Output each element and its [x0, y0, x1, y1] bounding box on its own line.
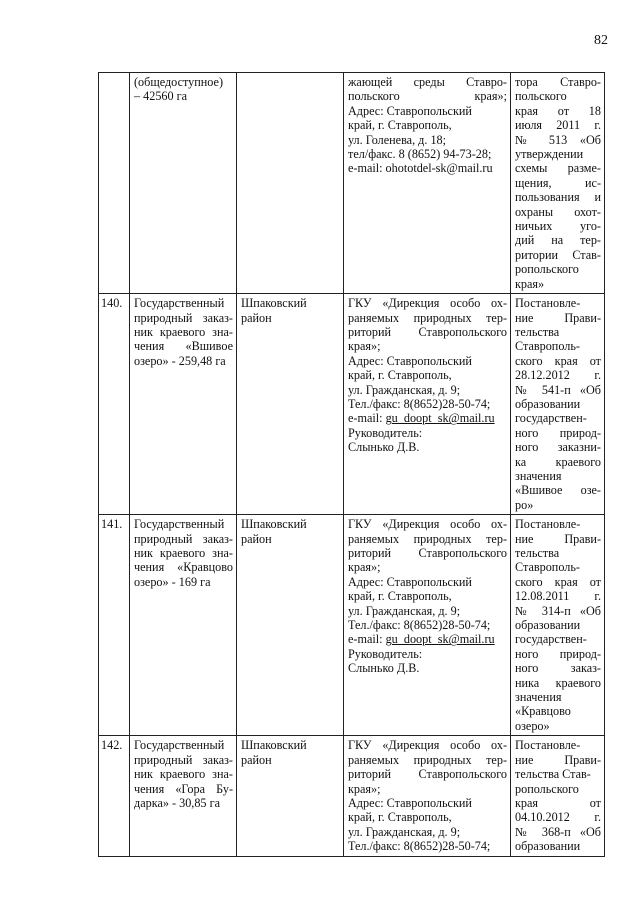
cell-line: раняемых природных тер-	[348, 310, 507, 325]
cell-line: край, г. Ставрополь,	[348, 589, 452, 604]
cell-line: Постановле-	[515, 296, 581, 311]
organization-cell	[344, 73, 511, 294]
cell-line: государствен-	[515, 632, 587, 647]
cell-line: образовании	[515, 618, 581, 633]
email-link[interactable]: gu_doopt_sk@mail.ru	[385, 632, 495, 647]
cell-line: Тел./факс: 8(8652)28-50-74;	[348, 396, 491, 411]
cell-line: – 42560 га	[134, 89, 188, 104]
cell-line: государствен-	[515, 411, 587, 426]
organization-cell	[344, 294, 511, 515]
cell-line: озеро» - 169 га	[134, 574, 211, 589]
cell-line: 04.10.2012 г.	[515, 810, 601, 825]
cell-line: e-mail: gu_doopt_sk@mail.ru	[348, 632, 495, 647]
cell-line: значения	[515, 468, 562, 483]
cell-line: ник краевого зна-	[134, 324, 233, 339]
cell-line: польского	[515, 89, 567, 104]
district-cell	[237, 736, 344, 856]
cell-line: Руководитель:	[348, 646, 423, 661]
cell-line: образовании	[515, 839, 581, 854]
cell-line: «Кравцово	[515, 704, 571, 719]
cell-line: ного заказ-	[515, 661, 601, 676]
cell-line: ка краевого	[515, 454, 601, 469]
cell-line: Государственный	[134, 738, 225, 753]
cell-line: июля 2011 г.	[515, 118, 601, 133]
cell-line: тора Ставро-	[515, 75, 601, 89]
cell-line: ние Прави-	[515, 310, 601, 325]
cell-line: риторий Ставропольского	[348, 546, 507, 560]
table-row	[99, 73, 605, 294]
cell-line: Постановле-	[515, 738, 581, 753]
cell-line: природный заказ-	[134, 752, 233, 767]
row-number-cell: 141.	[99, 515, 130, 736]
cell-line: утверждении	[515, 147, 584, 162]
cell-line: ного природ-	[515, 425, 601, 440]
cell-line: Руководитель:	[348, 425, 423, 440]
cell-line: образовании	[515, 396, 581, 411]
cell-line: Слынько Д.В.	[348, 440, 420, 455]
cell-line: ник краевого зна-	[134, 546, 233, 560]
district-cell	[237, 294, 344, 515]
cell-line: ритории Став-	[515, 247, 601, 262]
cell-line: Адрес: Ставропольский	[348, 574, 472, 589]
reserve-name-cell	[130, 294, 237, 515]
cell-line: ского края от	[515, 574, 601, 589]
cell-line: щения, ис-	[515, 175, 601, 190]
cell-line: 28.12.2012 г.	[515, 368, 601, 383]
cell-line: Ставрополь-	[515, 339, 580, 354]
cell-line: ул. Гражданская, д. 9;	[348, 382, 461, 397]
cell-line: риторий Ставропольского	[348, 767, 507, 782]
cell-line: район	[241, 752, 272, 767]
cell-line: дий на тер-	[515, 233, 601, 248]
cell-line: район	[241, 531, 272, 546]
cell-line: «Вшивое озе-	[515, 483, 601, 498]
email-link[interactable]: gu_doopt_sk@mail.ru	[385, 411, 495, 426]
cell-line: значения	[515, 690, 562, 705]
cell-line: пользования и	[515, 190, 601, 205]
cell-line: ул. Гражданская, д. 9;	[348, 824, 461, 839]
cell-line: чения «Гора Бу-	[134, 781, 233, 796]
cell-line: Ставрополь-	[515, 560, 580, 575]
cell-line: Адрес: Ставропольский	[348, 353, 472, 368]
cell-line: ние Прави-	[515, 531, 601, 546]
cell-line: озеро»	[515, 718, 550, 733]
cell-line: ул. Гражданская, д. 9;	[348, 603, 461, 618]
cell-line: Шпаковский	[241, 296, 307, 311]
cell-line: ропольского	[515, 262, 579, 277]
cell-line: тельства	[515, 324, 560, 339]
cell-line: тельства Став-	[515, 767, 591, 782]
cell-line: ского края от	[515, 353, 601, 368]
cell-line: ного природ-	[515, 646, 601, 661]
table-row	[99, 515, 605, 736]
cell-line: края»	[515, 276, 545, 291]
cell-line: природный заказ-	[134, 310, 233, 325]
cell-line: ного заказни-	[515, 440, 601, 455]
cell-line: края»;	[348, 560, 381, 575]
cell-line: ул. Голенева, д. 18;	[348, 132, 447, 147]
cell-line: края от	[515, 795, 601, 810]
cell-line: ник краевого зна-	[134, 767, 233, 782]
cell-line: природный заказ-	[134, 531, 233, 546]
cell-line: e-mail: ohototdel-sk@mail.ru	[348, 161, 493, 176]
cell-line: чения «Кравцово	[134, 560, 233, 575]
cell-line: Слынько Д.В.	[348, 661, 420, 676]
cell-line: № 541-п «Об	[515, 382, 601, 397]
cell-line: ропольского	[515, 781, 579, 796]
cell-line: Постановле-	[515, 517, 581, 532]
row-number-cell	[99, 73, 130, 294]
cell-line: схемы разме-	[515, 161, 601, 176]
page-number: 82	[594, 33, 608, 48]
cell-line: Тел./факс: 8(8652)28-50-74;	[348, 839, 491, 854]
cell-line: польского края»;	[348, 89, 507, 104]
cell-line: Государственный	[134, 517, 225, 532]
cell-line: e-mail: gu_doopt_sk@mail.ru	[348, 411, 495, 426]
cell-line: № 314-п «Об	[515, 603, 601, 618]
cell-line: раняемых природных тер-	[348, 531, 507, 546]
legal-document-cell	[511, 515, 605, 736]
cell-line: края от 18	[515, 103, 601, 118]
registry-table	[98, 72, 605, 857]
cell-line: ро»	[515, 497, 534, 512]
legal-document-cell	[511, 736, 605, 856]
cell-line: ГКУ «Дирекция особо ох-	[348, 738, 507, 753]
cell-line: Шпаковский	[241, 738, 307, 753]
cell-line: Адрес: Ставропольский	[348, 103, 472, 118]
cell-line: края»;	[348, 781, 381, 796]
cell-line: ничьих уго-	[515, 219, 601, 234]
organization-cell	[344, 736, 511, 856]
cell-line: Тел./факс: 8(8652)28-50-74;	[348, 618, 491, 633]
reserve-name-cell	[130, 736, 237, 856]
cell-line: ГКУ «Дирекция особо ох-	[348, 296, 507, 311]
cell-line: края»;	[348, 339, 381, 354]
cell-line: № 368-п «Об	[515, 824, 601, 839]
cell-line: раняемых природных тер-	[348, 752, 507, 767]
cell-line: тельства	[515, 546, 560, 560]
cell-line: чения «Вшивое	[134, 339, 233, 354]
cell-line: ние Прави-	[515, 752, 601, 767]
cell-line: Шпаковский	[241, 517, 307, 532]
organization-cell	[344, 515, 511, 736]
reserve-name-cell	[130, 515, 237, 736]
cell-line: жающей среды Ставро-	[348, 75, 507, 89]
cell-line: край, г. Ставрополь,	[348, 368, 452, 383]
legal-document-cell	[511, 73, 605, 294]
cell-line: ГКУ «Дирекция особо ох-	[348, 517, 507, 532]
cell-line: (общедоступное)	[134, 75, 224, 89]
district-cell	[237, 73, 344, 294]
cell-line: ника краевого	[515, 675, 601, 690]
cell-line: край, г. Ставрополь,	[348, 118, 452, 133]
cell-line: 12.08.2011 г.	[515, 589, 601, 604]
table-row	[99, 294, 605, 515]
cell-line: район	[241, 310, 272, 325]
district-cell	[237, 515, 344, 736]
cell-line: тел/факс. 8 (8652) 94-73-28;	[348, 147, 492, 162]
row-number-cell: 140.	[99, 294, 130, 515]
cell-line: озеро» - 259,48 га	[134, 353, 226, 368]
cell-line: № 513 «Об	[515, 132, 601, 147]
reserve-name-cell	[130, 73, 237, 294]
registry-table-body	[99, 73, 605, 857]
table-row	[99, 736, 605, 856]
cell-line: Государственный	[134, 296, 225, 311]
row-number-cell: 142.	[99, 736, 130, 856]
legal-document-cell	[511, 294, 605, 515]
cell-line: охраны охот-	[515, 204, 601, 219]
cell-line: Адрес: Ставропольский	[348, 795, 472, 810]
cell-line: дарка» - 30,85 га	[134, 795, 220, 810]
cell-line: риторий Ставропольского	[348, 324, 507, 339]
cell-line: край, г. Ставрополь,	[348, 810, 452, 825]
